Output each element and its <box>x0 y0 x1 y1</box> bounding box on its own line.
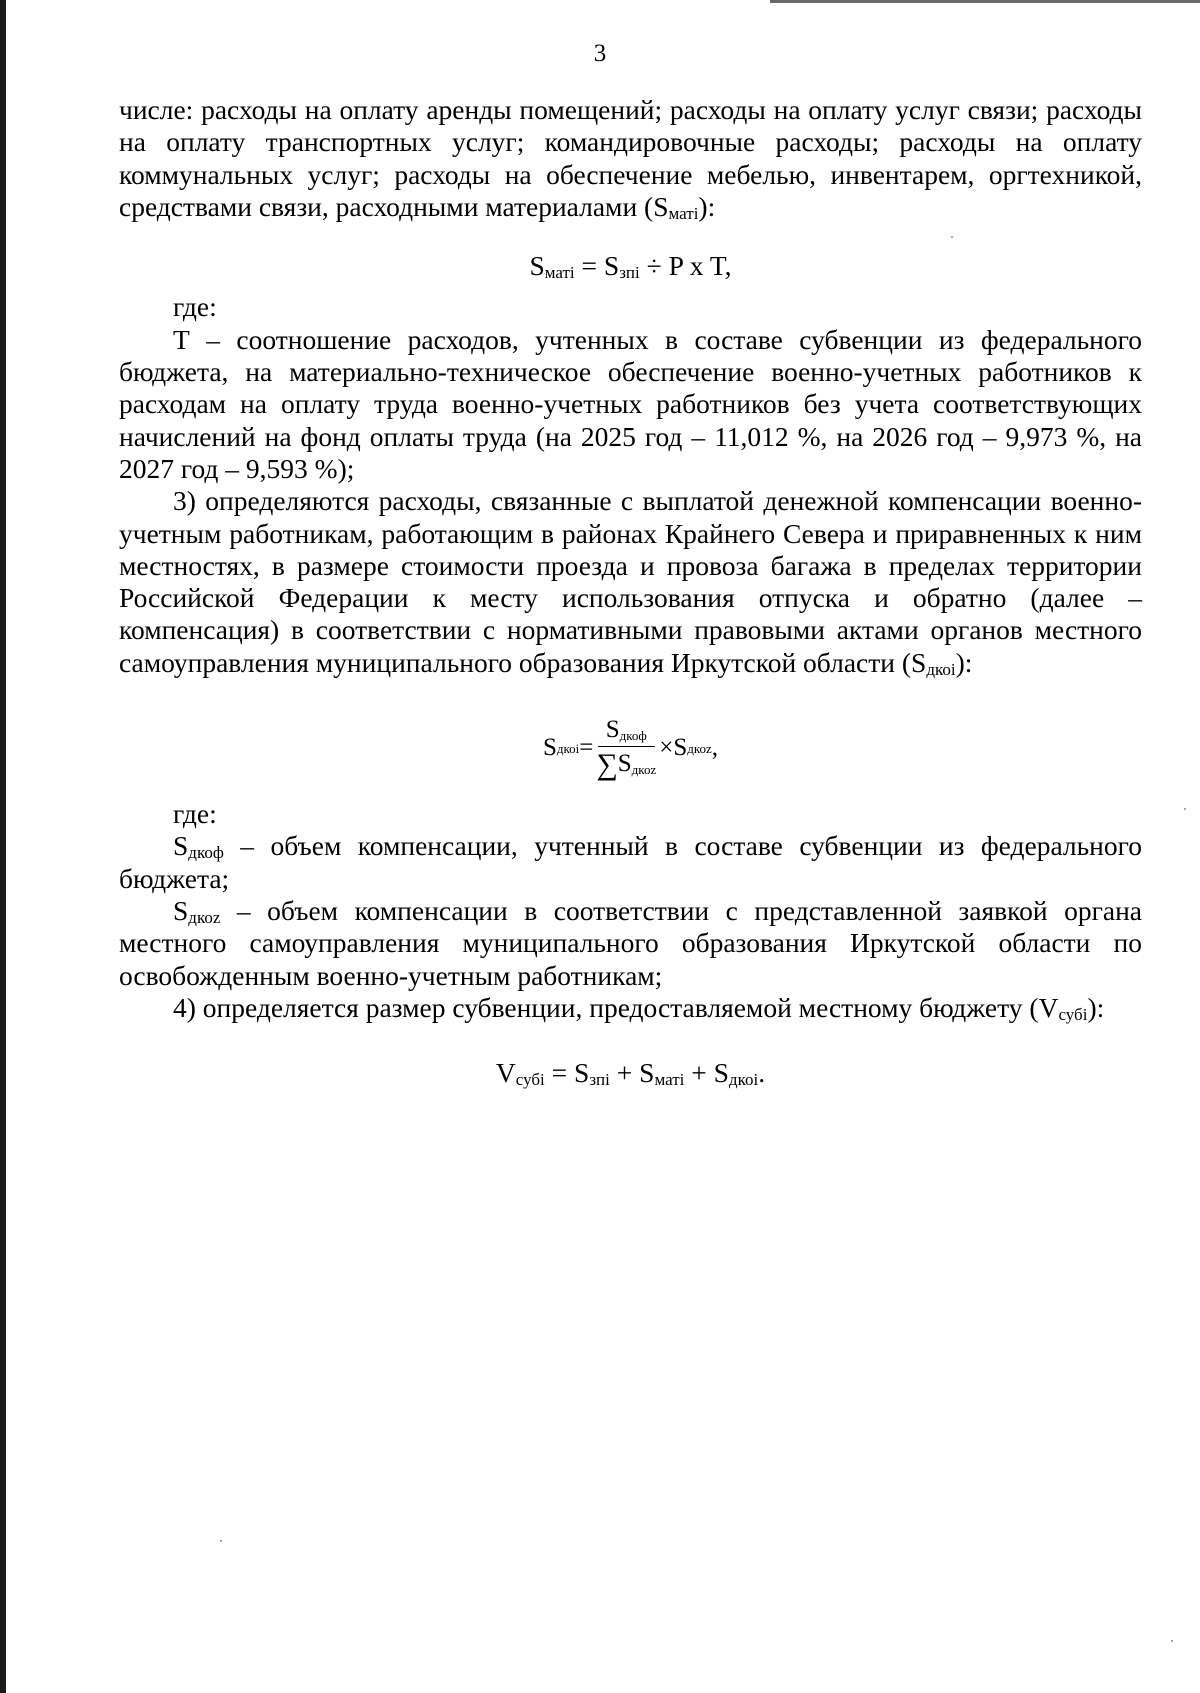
paragraph-t-definition: Т – соотношение расходов, учтенных в составе субвенции из федерального бюджета, на материально-техническое обеспечение военно-учетных работников к расходам на оплату труда военно-учетных работников без учета соответствующих начислений на фонд оплаты труда (на 2025 год – 11,012 %, на 2026 год – 9,973 %, на 2027 год – 9,593 %); <box>119 323 1142 484</box>
document-body <box>119 94 1142 1089</box>
scan-speck <box>220 1540 222 1542</box>
definition-sdkof: $S_{дкоф}$ – объем компенсации, учтенный в составе субвенции из федерального бюджета; <box>119 830 1142 894</box>
where-label-1: где: <box>173 291 217 323</box>
scan-speck <box>1171 1640 1173 1642</box>
scan-edge-top <box>770 0 1200 3</box>
page-number: 3 <box>593 40 607 67</box>
paragraph-item-3: 3) определяются расходы, связанные с выплатой денежной компенсации военно-учетным работникам, работающим в районах Крайнего Севера и приравненных к ним местностях, в размере стоимости проезда и провоза багажа в пределах территории Российской Федерации к месту использования отпуска и обратно (далее – компенсация) в соответствии с нормативными правовыми актами органов местного самоуправления муниципального образования Иркутской области $(S_{дкоі})$: <box>119 485 1142 679</box>
scan-speck <box>951 236 953 238</box>
where-label-2: где: <box>173 798 217 830</box>
scan-speck <box>1184 808 1186 810</box>
fraction-denominator: $\sum S_{дкоz}$ <box>596 748 657 782</box>
scan-edge-left <box>0 0 6 1693</box>
formula-smat: $S_{маті} = S_{зпі} \div P$ x T, <box>529 250 732 283</box>
formula-sdko: S дкоі = $\frac{S_{дкоф}}{\sum S_{дкоz}}$ ×S дкоz , <box>542 716 719 782</box>
formula-vsub: $V_{субі} = S_{зпі} + S_{маті} + S_{дкоі}$. <box>495 1057 766 1090</box>
fraction-numerator: $S_{дкоф}$ <box>598 717 655 747</box>
definition-sdkoz: $S_{дкоz}$ – объем компенсации в соответствии с представленной заявкой органа местного самоуправления муниципального образования Иркутской области по освобожденным военно-учетным работникам; <box>119 894 1142 991</box>
fraction <box>596 717 656 780</box>
sum-symbol: ∑ <box>596 748 618 782</box>
paragraph-item-4: 4) определяется размер субвенции, предоставляемой местному бюджету $(V_{субі})$: <box>173 991 1105 1024</box>
paragraph-expenses-list: числе: расходы на оплату аренды помещений; расходы на оплату услуг связи; расходы на оплату транспортных услуг; командировочные расходы; расходы на оплату коммунальных услуг; расходы на обеспечение мебелью, инвентарем, оргтехникой, средствами связи, расходными материалами $(S_{маті})$: <box>119 94 1142 223</box>
